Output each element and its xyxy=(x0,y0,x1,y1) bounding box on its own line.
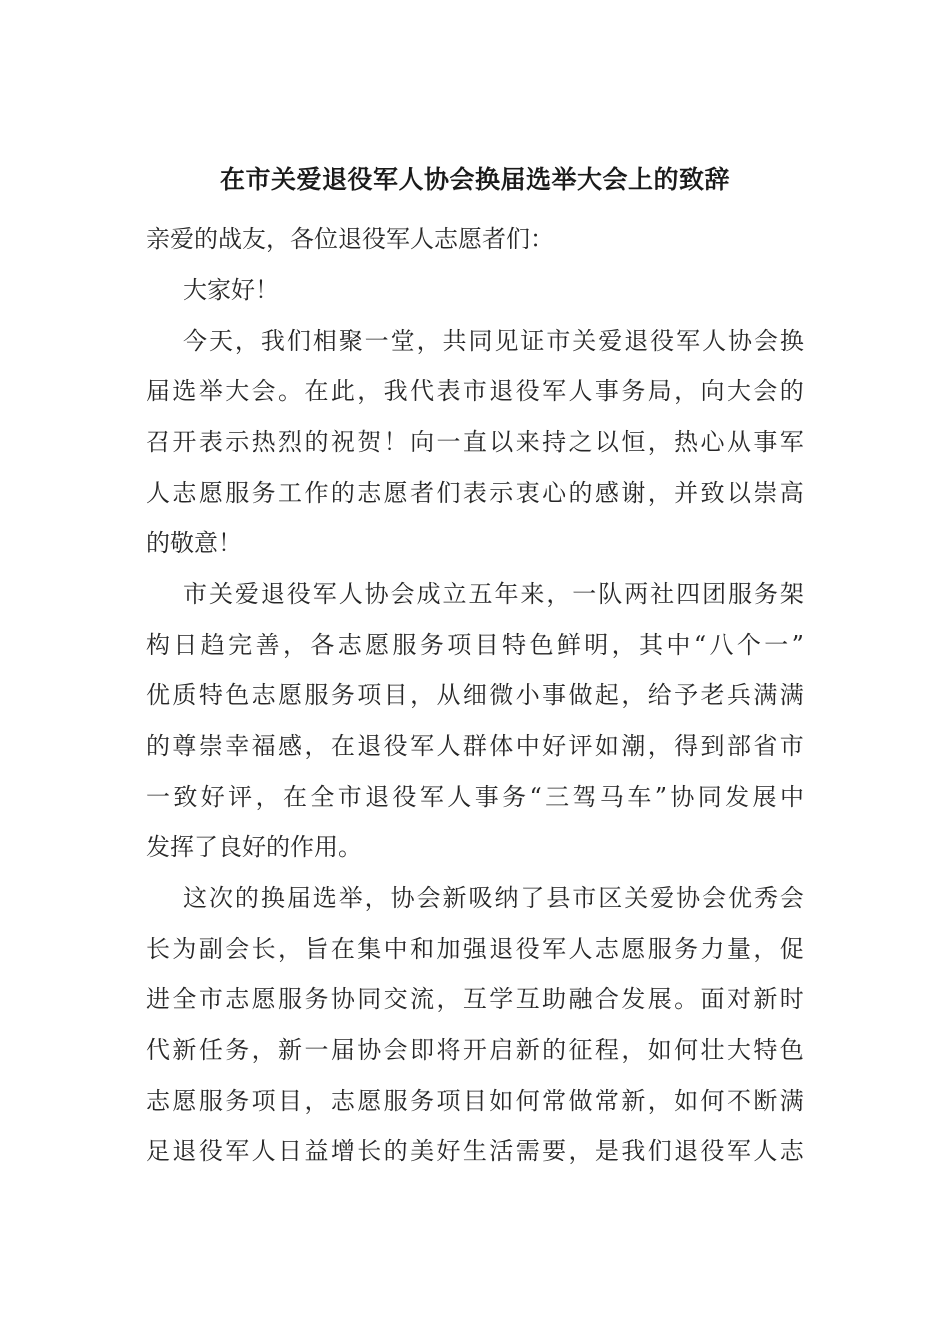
paragraph-1-line-5: 的敬意！ xyxy=(146,529,242,557)
paragraph-3-line-1: 这 次 的 换 届 选 举 ， 协 会 新 吸 纳 了 县 市 区 关 爱 协 会 优 秀 会 xyxy=(183,884,804,912)
paragraph-3-line-5: 志 愿 服 务 项 目 ， 志 愿 服 务 项 目 如 何 常 做 常 新 ， 如 何 不 断 满 xyxy=(146,1087,804,1115)
document-title: 在市关爱退役军人协会换届选举大会上的致辞 xyxy=(219,165,730,194)
paragraph-2-line-1: 市 关 爱 退 役 军 人 协 会 成 立 五 年 来 ， 一 队 两 社 四 团 服 务 架 xyxy=(183,580,804,608)
paragraph-2-line-2: 构 日 趋 完 善 ， 各 志 愿 服 务 项 目 特 色 鲜 明 ， 其 中 “ 八 个 一 ” xyxy=(146,631,804,659)
paragraph-3-line-3: 进 全 市 志 愿 服 务 协 同 交 流 ， 互 学 互 助 融 合 发 展 。 面 对 新 时 xyxy=(146,985,804,1013)
paragraph-2-line-5: 一 致 好 评 ， 在 全 市 退 役 军 人 事 务 “ 三 驾 马 车 ” 协 同 发 展 中 xyxy=(146,783,804,811)
paragraph-2-line-4: 的 尊 崇 幸 福 感 ， 在 退 役 军 人 群 体 中 好 评 如 潮 ， 得 到 部 省 市 xyxy=(146,732,804,760)
paragraph-2-line-6: 发挥了良好的作用。 xyxy=(146,833,362,861)
paragraph-3-line-6: 足 退 役 军 人 日 益 增 长 的 美 好 生 活 需 要 ， 是 我 们 退 役 军 人 志 xyxy=(146,1137,804,1165)
greeting: 大家好！ xyxy=(183,276,279,304)
paragraph-1-line-1: 今 天 ， 我 们 相 聚 一 堂 ， 共 同 见 证 市 关 爱 退 役 军 人 协 会 换 xyxy=(183,327,804,355)
paragraph-2-line-3: 优 质 特 色 志 愿 服 务 项 目 ， 从 细 微 小 事 做 起 ， 给 予 老 兵 满 满 xyxy=(146,681,804,709)
paragraph-1-line-4: 人 志 愿 服 务 工 作 的 志 愿 者 们 表 示 衷 心 的 感 谢 ， 并 致 以 崇 高 xyxy=(146,479,804,507)
paragraph-3-line-4: 代 新 任 务 ， 新 一 届 协 会 即 将 开 启 新 的 征 程 ， 如 何 壮 大 特 色 xyxy=(146,1036,804,1064)
paragraph-1-line-3: 召 开 表 示 热 烈 的 祝 贺 ！ 向 一 直 以 来 持 之 以 恒 ， 热 心 从 事 军 xyxy=(146,428,804,456)
salutation: 亲爱的战友，各位退役军人志愿者们： xyxy=(146,225,554,253)
paragraph-3-line-2: 长 为 副 会 长 ， 旨 在 集 中 和 加 强 退 役 军 人 志 愿 服 务 力 量 ， 促 xyxy=(146,935,804,963)
paragraph-1-line-2: 届 选 举 大 会 。 在 此 ， 我 代 表 市 退 役 军 人 事 务 局 ， 向 大 会 的 xyxy=(146,377,804,405)
